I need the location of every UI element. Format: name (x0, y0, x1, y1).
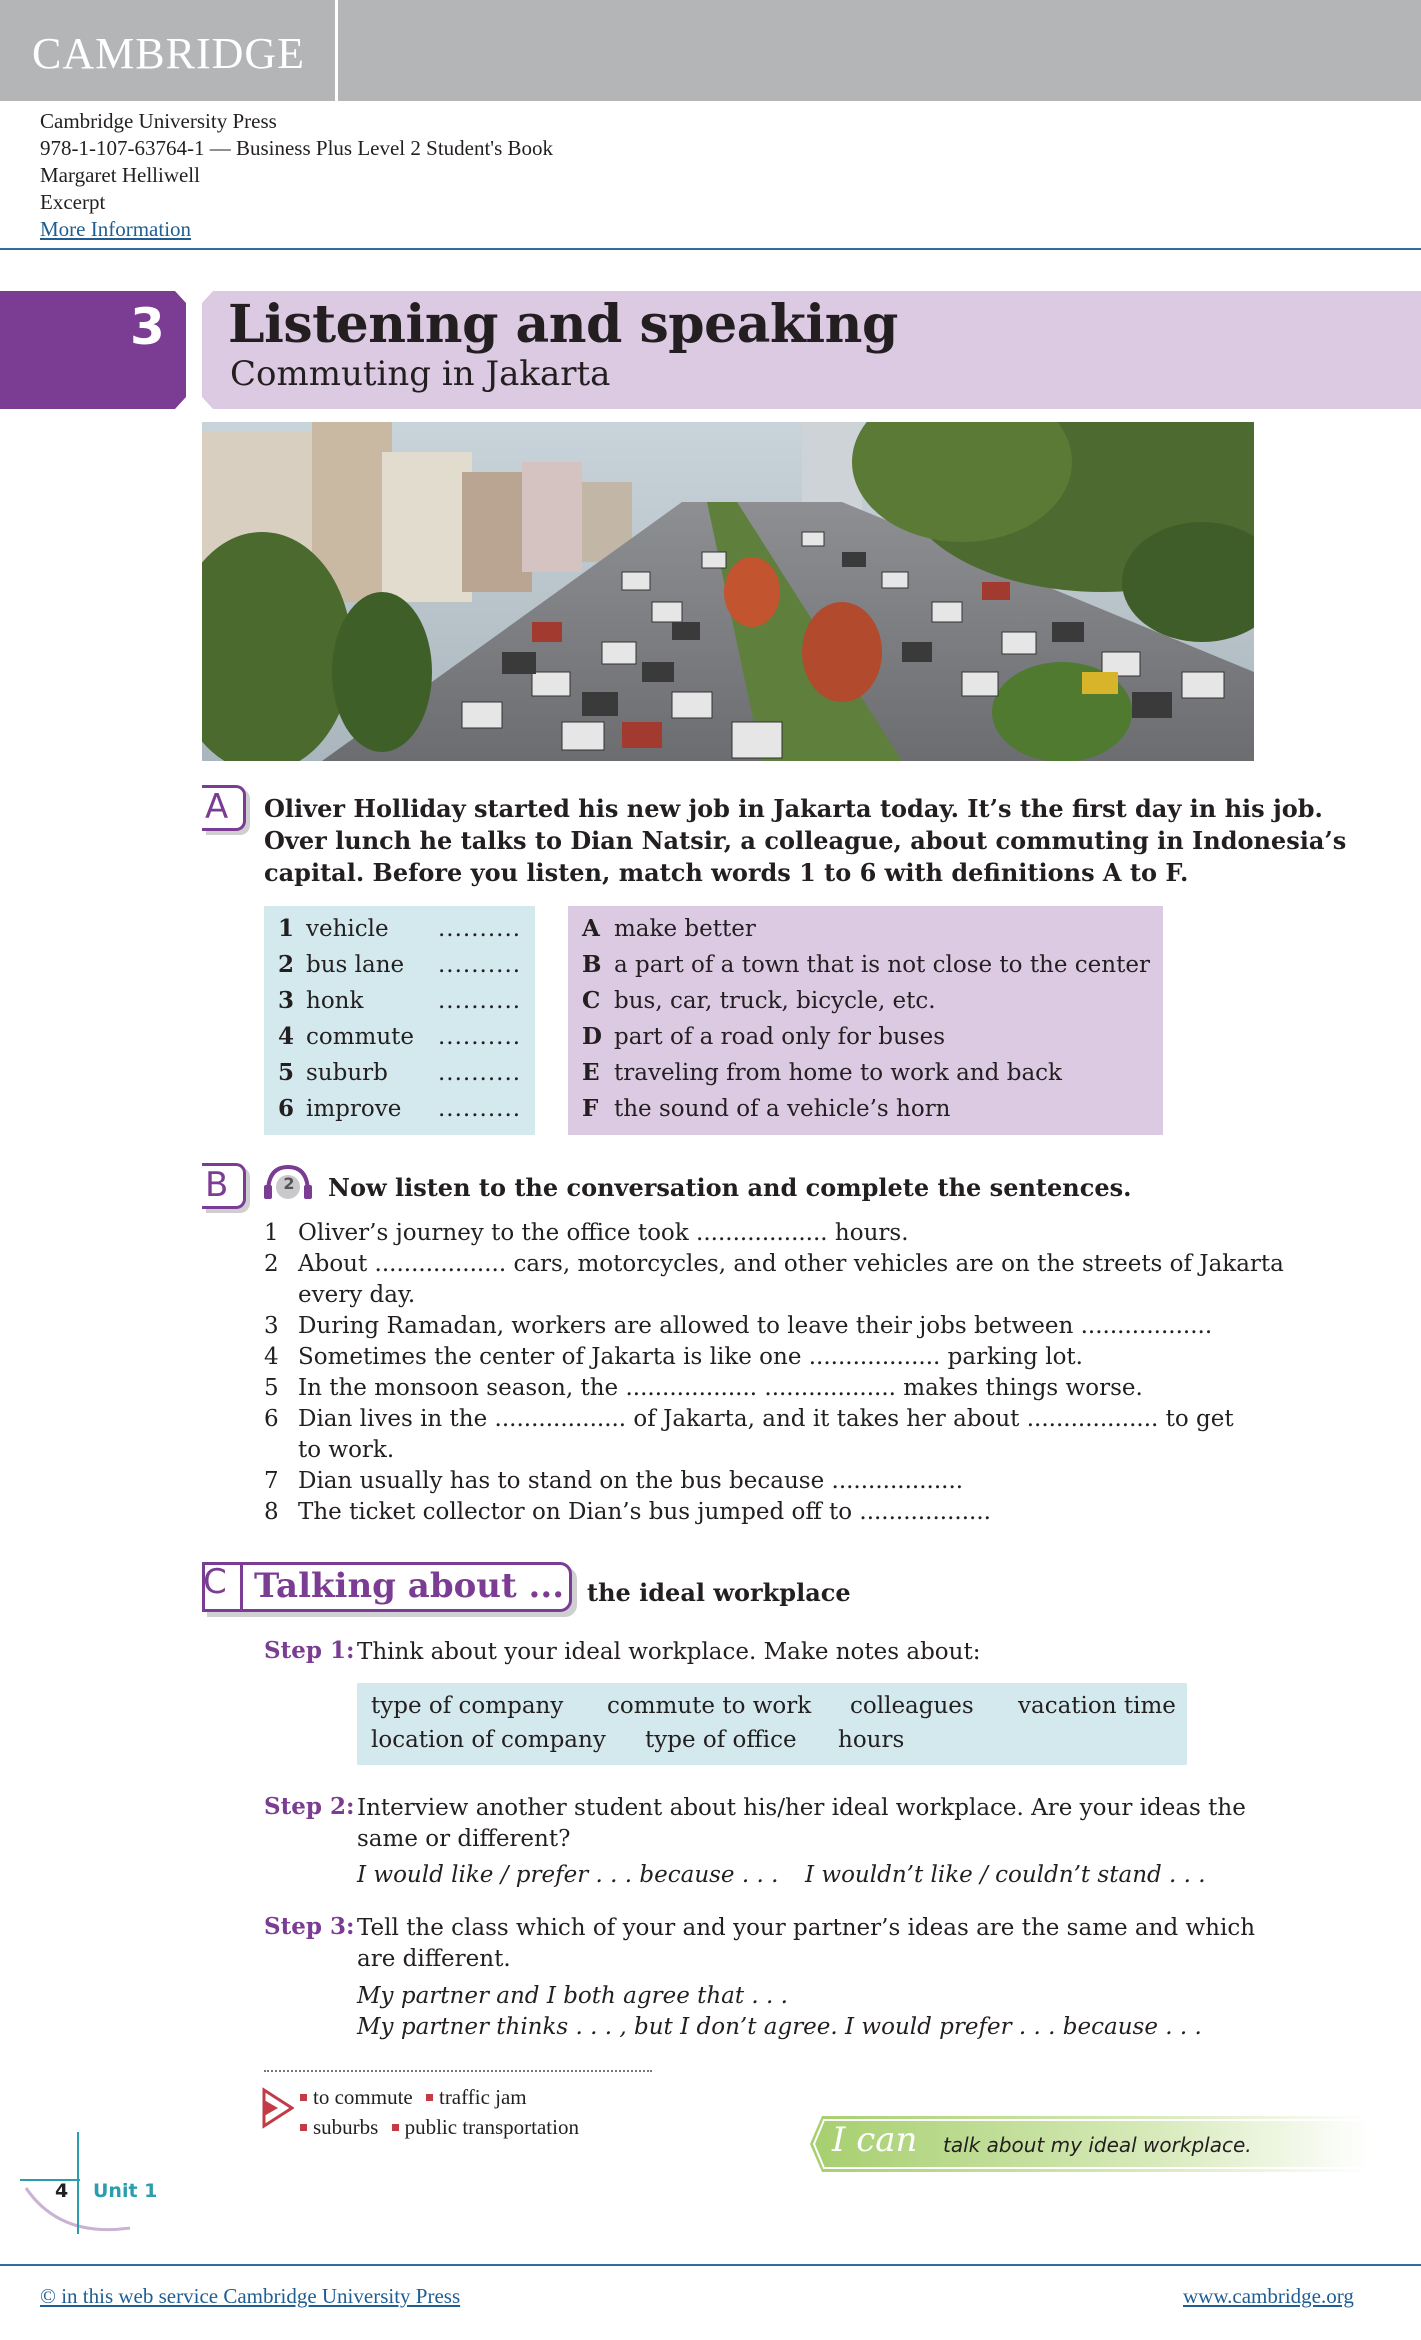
word-item: 3 (278, 987, 295, 1014)
word-item: 6 (278, 1095, 295, 1122)
definition-text: make better (614, 916, 756, 942)
step-3-text (357, 1913, 1255, 1975)
definitions-box (568, 906, 1163, 1135)
publisher-line: Cambridge University Press (40, 109, 277, 133)
word-item: 4 (278, 1023, 295, 1050)
definition-text: bus, car, truck, bicycle, etc. (614, 988, 936, 1014)
vocab-item: suburbs (313, 2115, 379, 2139)
step-text-line: are different. (357, 1946, 511, 1972)
word-text: bus lane (306, 952, 405, 978)
cambridge-website-link[interactable]: www.cambridge.org (1183, 2284, 1354, 2308)
word-text: commute (306, 1024, 415, 1050)
step-2-text (357, 1793, 1246, 1855)
word-text: suburb (306, 1060, 388, 1086)
word-item: 1 (278, 915, 295, 942)
track-number: 2 (283, 1174, 295, 1193)
bullet-square-icon (300, 2094, 307, 2101)
words-box (264, 906, 535, 1135)
definition-letter: D (582, 1023, 602, 1050)
step-text-line: same or different? (357, 1826, 571, 1852)
step-1-text: Think about your ideal workplace. Make notes about: (357, 1639, 981, 1665)
step-3-phrase-1: My partner and I both agree that . . . (357, 1983, 788, 2009)
isbn-line: 978-1-107-63764-1 — Business Plus Level 2 Student's Book (40, 136, 554, 160)
word-text: honk (306, 988, 364, 1014)
answer-blank[interactable]: .......... (438, 1024, 522, 1050)
instruction-line: Over lunch he talks to Dian Natsir, a colleague, about commuting in Indonesia’s (264, 826, 1347, 855)
bullet-square-icon (426, 2094, 433, 2101)
step-2-phrase-1: I would like / prefer . . . because . . . (357, 1862, 779, 1888)
cambridge-logo: CAMBRIDGE (32, 29, 306, 78)
section-a-marker: A (202, 785, 246, 831)
more-information-link[interactable]: More Information (40, 217, 192, 241)
part-b-instruction: Now listen to the conversation and complete the sentences. (328, 1173, 1132, 1202)
answer-blank[interactable]: .......... (438, 1060, 522, 1086)
vocab-row (300, 2115, 579, 2140)
note-item: vacation time (1018, 1693, 1176, 1719)
answer-blank[interactable]: .......... (438, 988, 522, 1014)
step-1-label: Step 1: (264, 1637, 355, 1664)
step-text-line: Tell the class which of your and your partner’s ideas are the same and which (357, 1915, 1256, 1941)
note-item: location of company (371, 1727, 606, 1753)
note-item: hours (838, 1727, 905, 1753)
definition-text: traveling from home to work and back (614, 1060, 1062, 1086)
notes-box (357, 1683, 1187, 1765)
instruction-line: Oliver Holliday started his new job in Jakarta today. It’s the first day in his job. (264, 794, 1323, 823)
vocab-item: public transportation (404, 2115, 579, 2139)
definition-text: part of a road only for buses (614, 1024, 946, 1050)
footer-divider (0, 2264, 1421, 2266)
i-can-text: talk about my ideal workplace. (943, 2133, 1252, 2157)
step-3-label: Step 3: (264, 1913, 355, 1940)
word-item: 5 (278, 1059, 295, 1086)
step-text-line: Interview another student about his/her ideal workplace. Are your ideas the (357, 1795, 1246, 1821)
vocab-item: to commute (313, 2085, 413, 2109)
page-number: 4 (55, 2180, 69, 2202)
answer-blank[interactable]: .......... (438, 1096, 522, 1122)
definition-letter: C (582, 987, 601, 1014)
instruction-line: capital. Before you listen, match words 1 to 6 with definitions A to F. (264, 858, 1189, 887)
talking-topic: the ideal workplace (587, 1578, 851, 1607)
definition-text: a part of a town that is not close to the center (614, 952, 1150, 978)
jakarta-traffic-photo (202, 422, 1254, 761)
part-a-instructions (264, 793, 1346, 889)
word-text: improve (306, 1096, 402, 1122)
sentence-list: 1 Oliver’s journey to the office took .................. hours. 2 About .................. cars, motorcycles, and other vehicles are on the streets of Jakarta every day. 3 During Ramadan, workers are allowed to leave their jobs between .................. 4 Sometimes the center of Jakarta is like one .................. parking lot. 5 In the monsoon season, the .................. .................. makes things worse. 6 Dian lives in the .................. of Jakarta, and it takes her about .................. to get to work. 7 Dian usually has to stand on the bus because .................. 8 The ticket collector on Dian’s bus jumped off to .................. (264, 1220, 1284, 1525)
step-2-phrase-2: I wouldn’t like / couldn’t stand . . . (805, 1862, 1206, 1888)
note-item: commute to work (607, 1693, 812, 1719)
author-line: Margaret Helliwell (40, 163, 200, 187)
section-c-marker: C (203, 1562, 227, 1602)
note-item: colleagues (850, 1693, 974, 1719)
copyright-link[interactable]: © in this web service Cambridge University Press (40, 2284, 461, 2308)
vocab-divider (264, 2070, 652, 2072)
answer-blank[interactable]: .......... (438, 916, 522, 942)
answer-blank[interactable]: .......... (438, 952, 522, 978)
vocab-arrow-icon (262, 2086, 294, 2130)
vocab-row (300, 2085, 527, 2110)
section-title: Listening and speaking (228, 294, 898, 355)
book-meta (40, 108, 553, 243)
tab-divider (240, 1562, 243, 1612)
section-subtitle: Commuting in Jakarta (230, 354, 611, 394)
definition-letter: A (582, 915, 600, 942)
definition-text: the sound of a vehicle’s horn (614, 1096, 951, 1122)
definition-letter: E (582, 1059, 600, 1086)
note-item: type of office (645, 1727, 797, 1753)
unit-label: Unit 1 (93, 2180, 158, 2202)
definition-letter: F (582, 1095, 599, 1122)
header-divider (0, 248, 1421, 250)
talking-about-label: Talking about ... (254, 1566, 565, 1606)
step-2-label: Step 2: (264, 1793, 355, 1820)
bullet-square-icon (300, 2124, 307, 2131)
excerpt-line: Excerpt (40, 190, 106, 214)
word-item: 2 (278, 951, 295, 978)
section-number: 3 (130, 298, 165, 356)
step-3-phrase-2: My partner thinks . . . , but I don’t agree. I would prefer . . . because . . . (357, 2014, 1202, 2040)
bullet-square-icon (392, 2124, 399, 2131)
definition-letter: B (582, 951, 602, 978)
i-can-script: I can (832, 2120, 918, 2160)
word-text: vehicle (306, 916, 389, 942)
section-b-marker: B (202, 1163, 246, 1209)
note-item: type of company (371, 1693, 564, 1719)
vocab-item: traffic jam (438, 2085, 527, 2109)
